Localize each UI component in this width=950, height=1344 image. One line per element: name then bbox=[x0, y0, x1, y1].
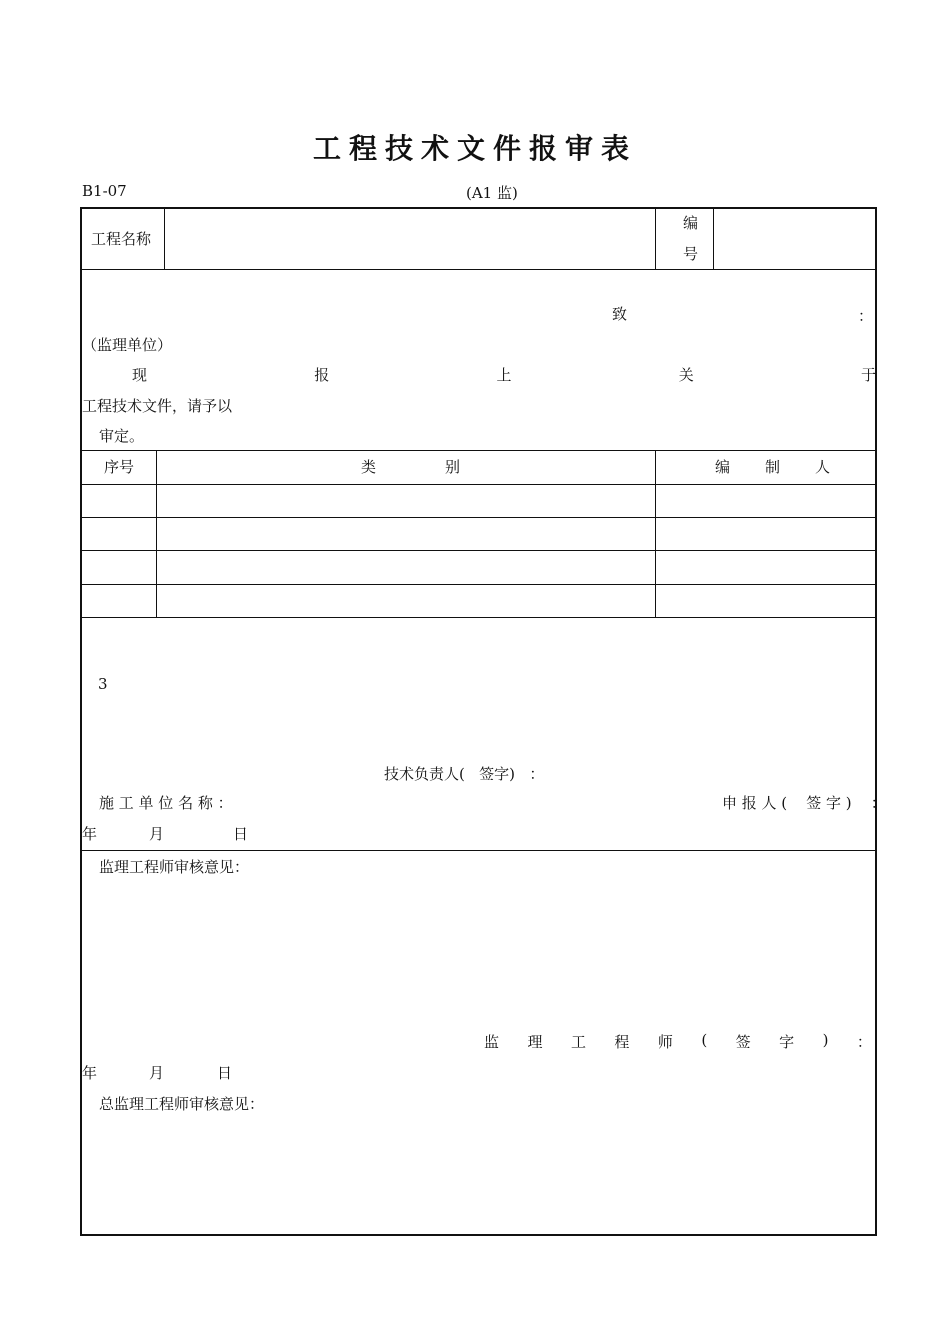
number-label-bottom: 号 bbox=[683, 245, 699, 263]
to-label: 致 bbox=[612, 305, 628, 323]
rule-header-v1 bbox=[164, 208, 165, 269]
engineer-signature-line bbox=[484, 1031, 872, 1052]
to-colon: ： bbox=[858, 307, 874, 325]
form-frame bbox=[80, 207, 877, 1236]
rule-table-bottom bbox=[81, 617, 876, 618]
engineer-sign-char-3: 工 bbox=[570, 1033, 586, 1051]
table-row-3-author[interactable] bbox=[660, 557, 870, 577]
rule-table-header-bottom bbox=[81, 484, 876, 485]
number-label-top: 编 bbox=[683, 214, 699, 232]
submission-line-1 bbox=[132, 364, 876, 385]
applicant-signature-label: 申 报 人 ( 签 字 ) ： bbox=[722, 794, 886, 812]
engineer-sign-char-5: 师 bbox=[657, 1033, 673, 1051]
table-row-3-seq[interactable] bbox=[84, 557, 152, 577]
table-row-1-seq[interactable] bbox=[84, 491, 152, 511]
contractor-date-month: 月 bbox=[149, 825, 165, 843]
engineer-sign-char-1: 监 bbox=[484, 1033, 500, 1051]
table-header-author-1: 编 bbox=[715, 458, 731, 476]
submission-line-2: 工程技术文件，请予以 bbox=[82, 397, 233, 415]
submission-char-4: 关 bbox=[678, 366, 694, 384]
table-row-1-category[interactable] bbox=[160, 491, 650, 511]
table-header-author-2: 制 bbox=[765, 458, 781, 476]
engineer-sign-char-2: 理 bbox=[527, 1033, 543, 1051]
submission-char-5: 于 bbox=[860, 366, 876, 384]
table-row-4-seq[interactable] bbox=[84, 591, 152, 611]
form-code: B1-07 bbox=[82, 182, 127, 200]
table-header-author-3: 人 bbox=[815, 458, 831, 476]
rule-table-v2 bbox=[655, 450, 656, 617]
table-row-4-category[interactable] bbox=[160, 591, 650, 611]
contractor-date-day: 日 bbox=[233, 825, 249, 843]
table-header-seq: 序号 bbox=[103, 458, 134, 476]
project-name-field[interactable] bbox=[170, 228, 650, 248]
rule-header-v3 bbox=[713, 208, 714, 269]
table-header-category-1: 类 bbox=[361, 458, 377, 476]
supervisor-unit-label: （监理单位） bbox=[82, 336, 173, 354]
rule-review-top bbox=[81, 850, 876, 851]
engineer-sign-char-9: ) bbox=[822, 1031, 829, 1049]
project-name-label: 工程名称 bbox=[91, 230, 152, 248]
tech-lead-signature-label: 技术负责人( 签字) ： bbox=[384, 765, 545, 783]
submission-char-1: 现 bbox=[132, 366, 148, 384]
table-row-3-category[interactable] bbox=[160, 557, 650, 577]
rule-row-2 bbox=[81, 550, 876, 551]
engineer-date-day: 日 bbox=[217, 1064, 233, 1082]
submission-char-3: 上 bbox=[496, 366, 512, 384]
chief-review-label: 总监理工程师审核意见： bbox=[99, 1095, 265, 1113]
engineer-sign-char-6: ( bbox=[701, 1031, 708, 1049]
rule-header-bottom bbox=[81, 269, 876, 270]
table-header-category-2: 别 bbox=[445, 458, 461, 476]
submission-char-2: 报 bbox=[314, 366, 330, 384]
table-row-2-author[interactable] bbox=[660, 524, 870, 544]
engineer-sign-char-7: 签 bbox=[735, 1033, 751, 1051]
attachment-count: 3 bbox=[98, 675, 108, 693]
submission-line-3: 审定。 bbox=[99, 427, 145, 445]
number-field[interactable] bbox=[720, 228, 870, 248]
engineer-date-year: 年 bbox=[82, 1064, 98, 1082]
rule-table-v1 bbox=[156, 450, 157, 617]
rule-table-top bbox=[81, 450, 876, 451]
engineer-date-month: 月 bbox=[149, 1064, 165, 1082]
rule-row-3 bbox=[81, 584, 876, 585]
rule-row-1 bbox=[81, 517, 876, 518]
contractor-date-year: 年 bbox=[82, 825, 98, 843]
engineer-review-label: 监理工程师审核意见： bbox=[99, 858, 250, 876]
table-row-1-author[interactable] bbox=[660, 491, 870, 511]
form-subtitle: (A1 监) bbox=[466, 184, 518, 202]
engineer-sign-char-4: 程 bbox=[614, 1033, 630, 1051]
form-title: 工程技术文件报审表 bbox=[312, 132, 637, 165]
table-row-2-category[interactable] bbox=[160, 524, 650, 544]
rule-header-v2 bbox=[655, 208, 656, 269]
engineer-sign-char-10: ： bbox=[856, 1033, 872, 1051]
table-row-4-author[interactable] bbox=[660, 591, 870, 611]
contractor-unit-name-label: 施 工 单 位 名 称 ： bbox=[99, 794, 233, 812]
engineer-sign-char-8: 字 bbox=[779, 1033, 795, 1051]
table-row-2-seq[interactable] bbox=[84, 524, 152, 544]
